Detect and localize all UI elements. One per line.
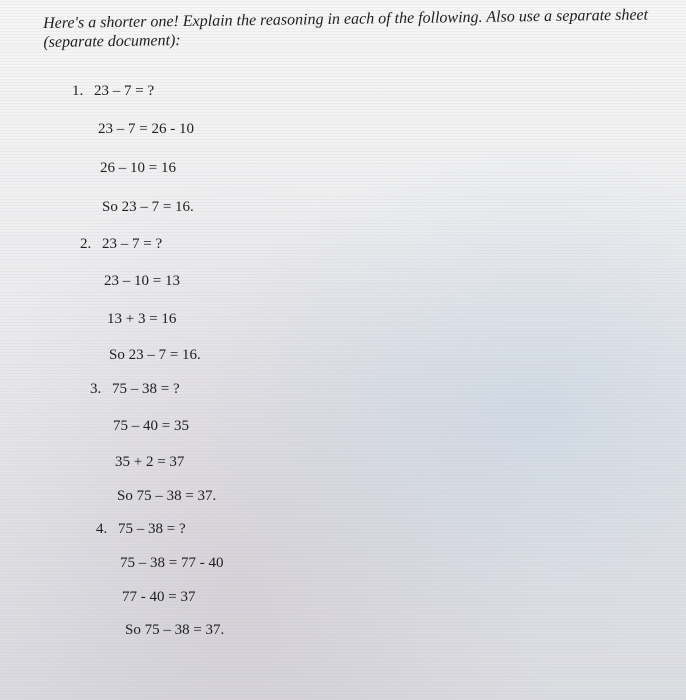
problem-4-step-1: 75 – 38 = 77 - 40 xyxy=(120,555,224,571)
problem-question-text: 75 – 38 = ? xyxy=(118,521,186,537)
instructions-text: Here's a shorter one! Explain the reasoning in each of the following. Also use a separate sheet (separate document): xyxy=(43,6,649,51)
problem-1-step-2: 26 – 10 = 16 xyxy=(100,160,176,176)
problem-number: 2. xyxy=(80,236,92,252)
problem-number: 1. xyxy=(72,83,84,99)
problem-2-step-2: 13 + 3 = 16 xyxy=(107,311,177,327)
problem-3-step-2: 35 + 2 = 37 xyxy=(115,454,185,470)
problem-1-step-3: So 23 – 7 = 16. xyxy=(102,199,194,215)
problem-3-question xyxy=(90,381,180,398)
problem-3-step-1: 75 – 40 = 35 xyxy=(113,418,189,434)
problem-2-question xyxy=(80,236,162,253)
problem-1-question xyxy=(72,83,154,100)
problem-number: 3. xyxy=(90,381,102,397)
problem-question-text: 75 – 38 = ? xyxy=(112,381,180,397)
problem-question-text: 23 – 7 = ? xyxy=(94,83,155,99)
problem-1-step-1: 23 – 7 = 26 - 10 xyxy=(98,121,194,137)
problem-4-question xyxy=(96,521,186,538)
problem-number: 4. xyxy=(96,521,108,537)
problem-4-step-3: So 75 – 38 = 37. xyxy=(125,622,225,638)
problem-2-step-3: So 23 – 7 = 16. xyxy=(109,347,201,363)
problem-question-text: 23 – 7 = ? xyxy=(102,236,163,252)
problem-2-step-1: 23 – 10 = 13 xyxy=(104,273,180,289)
problem-4-step-2: 77 - 40 = 37 xyxy=(122,589,196,605)
problem-3-step-3: So 75 – 38 = 37. xyxy=(117,488,217,504)
